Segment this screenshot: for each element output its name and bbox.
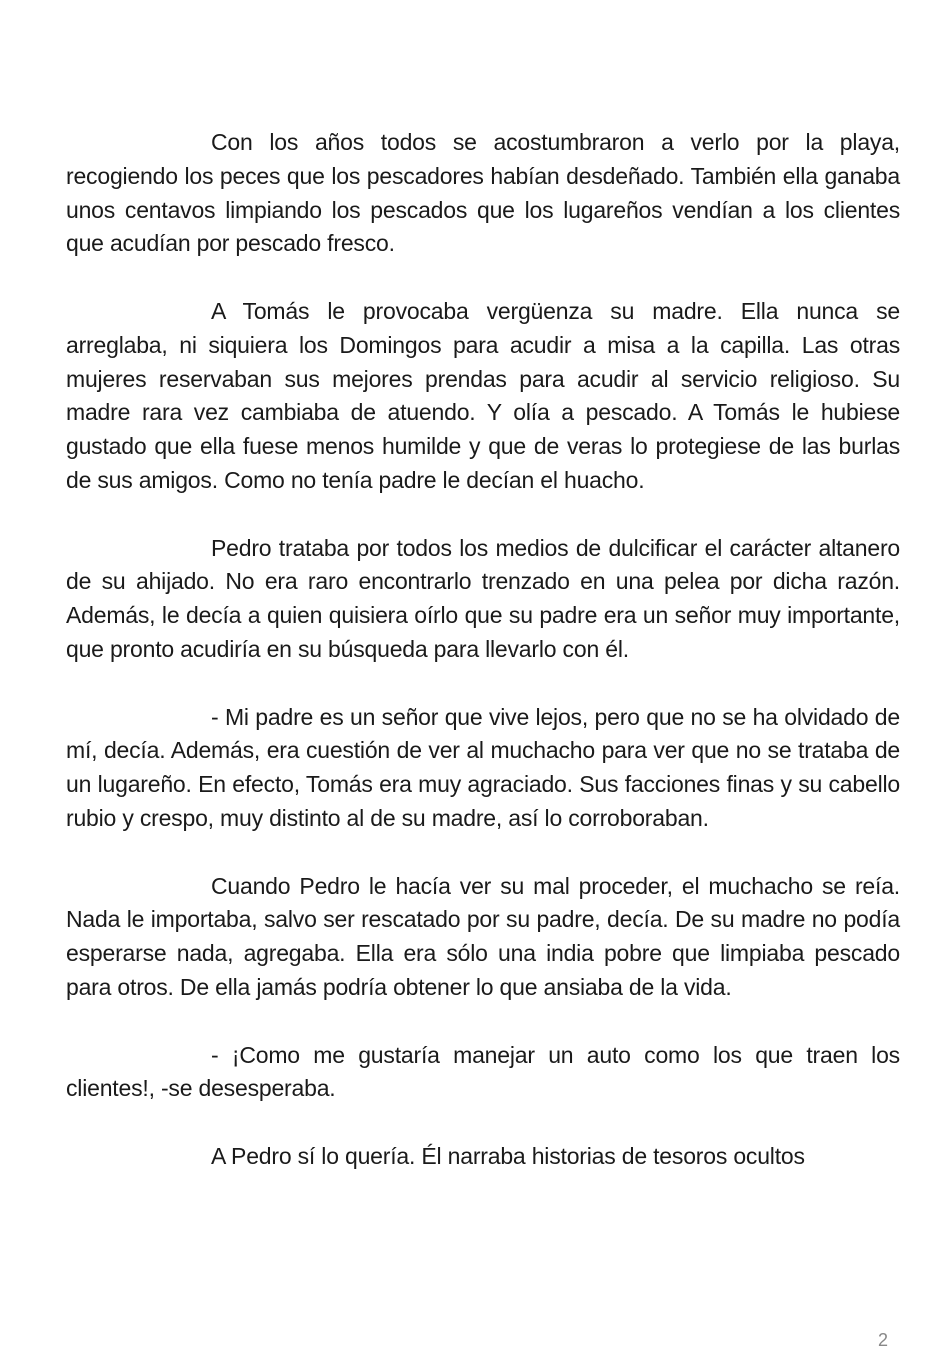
paragraph-5: Cuando Pedro le hacía ver su mal proceder, el muchacho se reía. Nada le importaba, salvo ser rescatado por su padre, decía. De su madre no podía esperarse nada, agregaba. Ella era sólo una india pobre que limpiaba pescado para otros. De ella jamás podría obtener lo que ansiaba de la vida.	[66, 872, 900, 1000]
paragraph-3: Pedro trataba por todos los medios de dulcificar el carácter altanero de su ahijado. No era raro encontrarlo trenzado en una pelea por dicha razón. Además, le decía a quien quisiera oírlo que su padre era un señor muy importante, que pronto acudiría en su búsqueda para llevarlo con él.	[66, 534, 900, 662]
paragraph-1: Con los años todos se acostumbraron a verlo por la playa, recogiendo los peces que los pescadores habían desdeñado. También ella ganaba unos centavos limpiando los pescados que los lugareños vendían a los clientes que acudían por pescado fresco.	[66, 129, 900, 257]
paragraph-6: - ¡Como me gustaría manejar un auto como los que traen los clientes!, -se desesperaba.	[66, 1041, 900, 1102]
document-body	[66, 126, 900, 1208]
paragraph-2: A Tomás le provocaba vergüenza su madre. Ella nunca se arreglaba, ni siquiera los Domingos para acudir a misa a la capilla. Las otras mujeres reservaban sus mejores prendas para acudir al servicio religioso. Su madre rara vez cambiaba de atuendo. Y olía a pescado. A Tomás le hubiese gustado que ella fuese menos humilde y que de veras lo protegiese de las burlas de sus amigos. Como no tenía padre le decían el huacho.	[66, 297, 900, 493]
page-number: 2	[877, 1330, 888, 1350]
paragraph-7: A Pedro sí lo quería. Él narraba historias de tesoros ocultos	[211, 1142, 805, 1169]
paragraph-4: - Mi padre es un señor que vive lejos, pero que no se ha olvidado de mí, decía. Además, era cuestión de ver al muchacho para ver que no se trataba de un lugareño. En efecto, Tomás era muy agraciado. Sus facciones finas y su cabello rubio y crespo, muy distinto al de su madre, así lo corroboraban.	[66, 703, 900, 831]
